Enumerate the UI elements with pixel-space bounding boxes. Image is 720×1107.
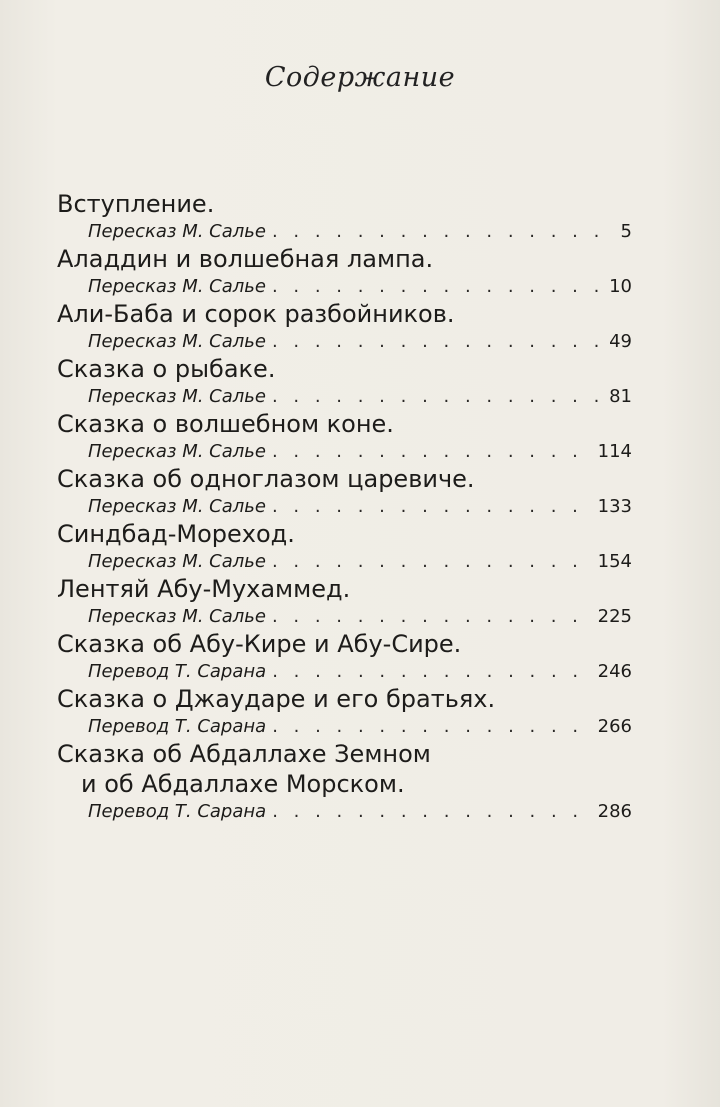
toc-entry-title: Сказка о Джаударе и его братьях. bbox=[57, 685, 496, 713]
leader-dots bbox=[272, 714, 591, 739]
leader-dots bbox=[272, 384, 603, 409]
toc-entry bbox=[57, 299, 632, 354]
toc-entry-page: 5 bbox=[620, 221, 632, 242]
toc-entry-page: 81 bbox=[609, 386, 632, 407]
leader-dots bbox=[272, 439, 592, 464]
toc-entry-title: Сказка об одноглазом царевиче. bbox=[57, 465, 475, 493]
toc-entry-credit: Пересказ М. Салье bbox=[88, 276, 266, 297]
toc-entry-credit: Пересказ М. Салье bbox=[88, 551, 266, 572]
toc-entry-credit: Перевод Т. Сарана bbox=[88, 661, 267, 682]
toc-entry bbox=[57, 684, 632, 739]
toc-entry-credit-line bbox=[57, 384, 632, 409]
toc-entry-title: Синдбад-Мореход. bbox=[57, 520, 295, 548]
leader-dots bbox=[272, 219, 615, 244]
leader-dots bbox=[272, 799, 591, 824]
toc-entry-page: 154 bbox=[597, 551, 632, 572]
leader-dots bbox=[272, 274, 603, 299]
toc-entry-credit-line bbox=[57, 494, 632, 519]
toc-entry bbox=[57, 354, 632, 409]
toc-entry-credit-line bbox=[57, 439, 632, 464]
toc-entry bbox=[57, 189, 632, 244]
toc-entry-credit-line bbox=[57, 714, 632, 739]
toc-entry-title: Сказка об Абдаллахе Земном bbox=[57, 740, 431, 768]
toc-entry-credit: Пересказ М. Салье bbox=[88, 386, 266, 407]
toc-entry-credit-line bbox=[57, 274, 632, 299]
toc-entry-credit-line bbox=[57, 329, 632, 354]
toc-entry-credit: Пересказ М. Салье bbox=[88, 221, 266, 242]
page-title: Содержание bbox=[264, 62, 456, 93]
toc-entry-page: 114 bbox=[597, 441, 632, 462]
toc-entry-title: Сказка об Абу-Кире и Абу-Сире. bbox=[57, 630, 462, 658]
toc-entry-title: Сказка о волшебном коне. bbox=[57, 410, 394, 438]
toc-entry-credit: Пересказ М. Салье bbox=[88, 496, 266, 517]
toc-entry-title: Аладдин и волшебная лампа. bbox=[57, 245, 434, 273]
toc-entry-page: 286 bbox=[597, 801, 632, 822]
toc-entry bbox=[57, 739, 632, 824]
toc-entry-credit-line bbox=[57, 549, 632, 574]
leader-dots bbox=[272, 659, 591, 684]
toc-entry bbox=[57, 244, 632, 299]
toc-entry-credit: Пересказ М. Салье bbox=[88, 441, 266, 462]
toc-entry-page: 225 bbox=[597, 606, 632, 627]
toc-entry bbox=[57, 464, 632, 519]
leader-dots bbox=[272, 329, 603, 354]
toc-entry-credit: Пересказ М. Салье bbox=[88, 331, 266, 352]
leader-dots bbox=[272, 494, 592, 519]
toc-entry-credit: Перевод Т. Сарана bbox=[88, 716, 267, 737]
toc-entry-page: 246 bbox=[597, 661, 632, 682]
toc-entry bbox=[57, 409, 632, 464]
toc-entry-page: 10 bbox=[609, 276, 632, 297]
toc-entry-credit: Пересказ М. Салье bbox=[88, 606, 266, 627]
toc-entry bbox=[57, 574, 632, 629]
toc-entry-title-continuation: и об Абдаллахе Морском. bbox=[81, 770, 405, 798]
toc-entry-credit-line bbox=[57, 799, 632, 824]
toc-entry-title: Лентяй Абу-Мухаммед. bbox=[57, 575, 351, 603]
toc-entry-title: Сказка о рыбаке. bbox=[57, 355, 276, 383]
toc-entry-title: Вступление. bbox=[57, 190, 215, 218]
toc-entry bbox=[57, 519, 632, 574]
table-of-contents bbox=[57, 189, 632, 824]
toc-entry-page: 266 bbox=[597, 716, 632, 737]
toc-entry-credit-line bbox=[57, 659, 632, 684]
toc-entry-page: 133 bbox=[597, 496, 632, 517]
toc-entry-page: 49 bbox=[609, 331, 632, 352]
toc-entry-credit-line bbox=[57, 219, 632, 244]
toc-entry-title: Али-Баба и сорок разбойников. bbox=[57, 300, 455, 328]
toc-entry-credit-line bbox=[57, 604, 632, 629]
toc-entry-credit: Перевод Т. Сарана bbox=[88, 801, 267, 822]
leader-dots bbox=[272, 549, 592, 574]
leader-dots bbox=[272, 604, 592, 629]
toc-entry bbox=[57, 629, 632, 684]
